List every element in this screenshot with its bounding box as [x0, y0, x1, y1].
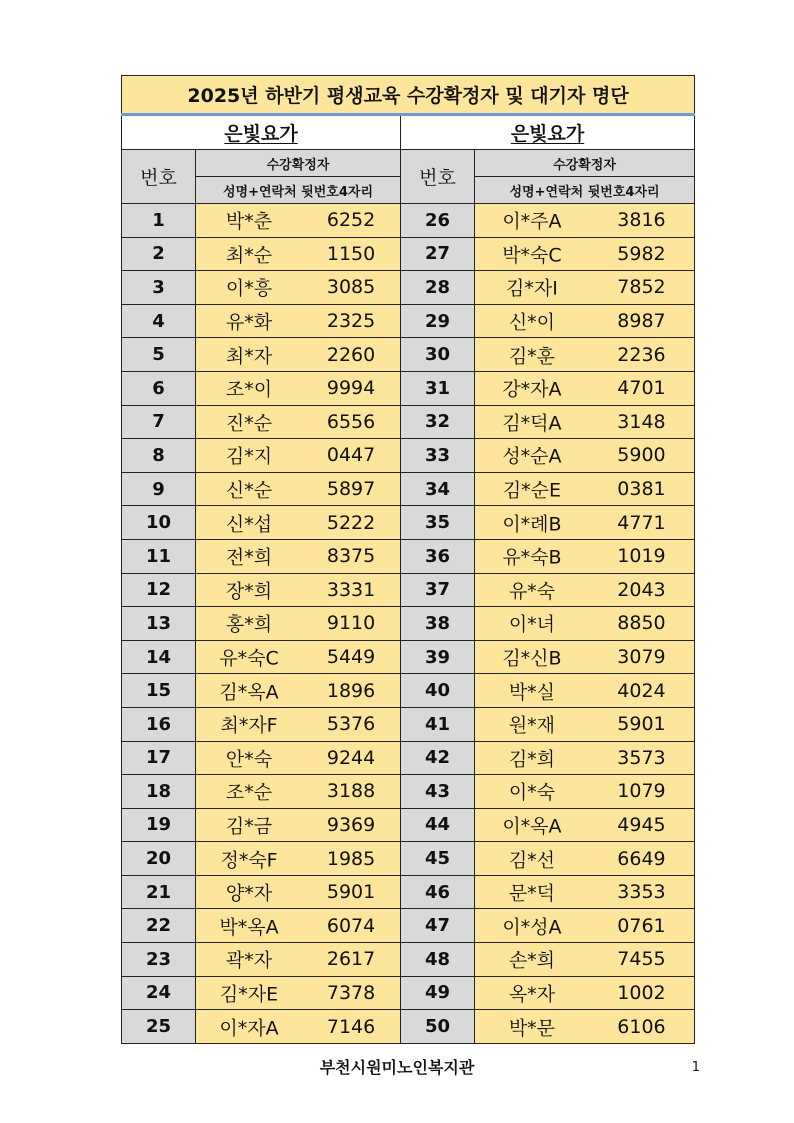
- phone-last-digits: 6106: [617, 1015, 666, 1038]
- participant-cell: [475, 909, 695, 943]
- participant-cell: [196, 439, 401, 473]
- phone-last-digits: 2325: [326, 310, 376, 333]
- participant-name: 홍*희: [225, 613, 273, 636]
- subheader-left: 성명+연락처 뒷번호4자리: [196, 177, 401, 204]
- participant-name: 유*화: [225, 311, 273, 334]
- phone-last-digits: 6074: [326, 914, 376, 937]
- participant-name: 박*숙C: [502, 244, 562, 267]
- row-number: 2: [122, 237, 196, 271]
- program-name-right: 은빛요가: [510, 123, 585, 145]
- row-number: 10: [122, 506, 196, 540]
- organization-footer: 부천시원미노인복지관: [319, 1058, 475, 1077]
- participant-name: 손*희: [508, 949, 556, 972]
- roster-table: [121, 75, 695, 1044]
- phone-last-digits: 1896: [326, 679, 376, 702]
- participant-cell: [196, 943, 401, 977]
- document-title: 2025년 하반기 평생교육 수강확정자 및 대기자 명단: [122, 76, 695, 115]
- phone-last-digits: 7378: [326, 981, 376, 1004]
- participant-name: 김*희: [508, 748, 556, 771]
- phone-last-digits: 7455: [617, 948, 666, 971]
- phone-last-digits: 0761: [617, 914, 666, 937]
- participant-cell: [475, 371, 695, 405]
- participant-cell: [196, 607, 401, 641]
- row-number: 35: [401, 506, 475, 540]
- phone-last-digits: 2260: [326, 343, 376, 366]
- table-row: [122, 1010, 695, 1044]
- participant-name: 김*자I: [506, 277, 558, 300]
- table-row: [122, 976, 695, 1010]
- row-number: 45: [401, 842, 475, 876]
- table-row: [122, 573, 695, 607]
- participant-name: 김*옥A: [219, 681, 279, 704]
- row-number: 40: [401, 674, 475, 708]
- number-header-left: 번호: [122, 150, 196, 204]
- participant-name: 김*덕A: [502, 412, 562, 435]
- program-title-left: [122, 115, 401, 150]
- participant-name: 김*자E: [219, 983, 279, 1006]
- row-number: 48: [401, 943, 475, 977]
- participant-name: 박*문: [508, 1017, 556, 1040]
- table-row: [122, 842, 695, 876]
- participant-cell: [196, 976, 401, 1010]
- row-number: 42: [401, 741, 475, 775]
- row-number: 23: [122, 943, 196, 977]
- table-row: [122, 439, 695, 473]
- phone-last-digits: 3353: [617, 881, 666, 904]
- participant-name: 유*숙B: [502, 546, 562, 569]
- participant-name: 곽*자: [225, 949, 273, 972]
- program-title-right: [401, 115, 695, 150]
- participant-cell: [475, 808, 695, 842]
- phone-last-digits: 5901: [326, 881, 376, 904]
- participant-name: 원*재: [508, 714, 556, 737]
- row-number: 50: [401, 1010, 475, 1044]
- page-number: 1: [691, 1060, 700, 1075]
- table-row: [122, 674, 695, 708]
- participant-cell: [475, 539, 695, 573]
- table-row: [122, 506, 695, 540]
- participant-name: 이*례B: [502, 513, 562, 536]
- participant-cell: [475, 707, 695, 741]
- phone-last-digits: 0381: [617, 478, 666, 501]
- participant-name: 김*훈: [508, 345, 556, 368]
- phone-last-digits: 5982: [617, 242, 666, 265]
- table-row: [122, 640, 695, 674]
- phone-last-digits: 6649: [617, 847, 666, 870]
- table-row: [122, 943, 695, 977]
- participant-cell: [475, 640, 695, 674]
- phone-last-digits: 4701: [617, 377, 666, 400]
- participant-cell: [475, 472, 695, 506]
- participant-cell: [475, 271, 695, 305]
- row-number: 25: [122, 1010, 196, 1044]
- phone-last-digits: 6556: [326, 410, 376, 433]
- phone-last-digits: 0447: [326, 444, 376, 467]
- phone-last-digits: 9110: [326, 612, 376, 635]
- participant-cell: [475, 1010, 695, 1044]
- table-row: [122, 909, 695, 943]
- row-number: 4: [122, 304, 196, 338]
- participant-cell: [196, 707, 401, 741]
- participant-cell: [196, 506, 401, 540]
- participant-cell: [196, 371, 401, 405]
- participant-name: 김*금: [225, 815, 273, 838]
- phone-last-digits: 4024: [617, 679, 666, 702]
- participant-name: 이*성A: [502, 916, 562, 939]
- row-number: 12: [122, 573, 196, 607]
- row-number: 11: [122, 539, 196, 573]
- row-number: 19: [122, 808, 196, 842]
- participant-cell: [196, 405, 401, 439]
- table-row: [122, 707, 695, 741]
- row-number: 17: [122, 741, 196, 775]
- participant-cell: [196, 271, 401, 305]
- row-number: 9: [122, 472, 196, 506]
- phone-last-digits: 7146: [326, 1015, 376, 1038]
- row-number: 5: [122, 338, 196, 372]
- participant-cell: [475, 842, 695, 876]
- participant-name: 이*숙: [508, 781, 556, 804]
- subheader-right: 성명+연락처 뒷번호4자리: [475, 177, 695, 204]
- participant-name: 김*선: [508, 849, 556, 872]
- row-number: 8: [122, 439, 196, 473]
- participant-cell: [196, 573, 401, 607]
- participant-name: 유*숙: [508, 580, 556, 603]
- confirmed-header-right: 수강확정자: [475, 150, 695, 177]
- participant-name: 박*춘: [225, 210, 273, 233]
- participant-cell: [475, 338, 695, 372]
- participant-cell: [196, 775, 401, 809]
- participant-cell: [475, 976, 695, 1010]
- phone-last-digits: 1079: [617, 780, 666, 803]
- phone-last-digits: 5376: [326, 713, 376, 736]
- table-row: [122, 405, 695, 439]
- phone-last-digits: 8375: [326, 545, 376, 568]
- row-number: 18: [122, 775, 196, 809]
- row-number: 1: [122, 204, 196, 238]
- participant-name: 김*신B: [502, 647, 562, 670]
- participant-cell: [196, 875, 401, 909]
- phone-last-digits: 3816: [617, 209, 666, 232]
- participant-cell: [196, 304, 401, 338]
- phone-last-digits: 1150: [326, 242, 376, 265]
- row-number: 30: [401, 338, 475, 372]
- row-number: 15: [122, 674, 196, 708]
- phone-last-digits: 3188: [326, 780, 376, 803]
- table-row: [122, 808, 695, 842]
- row-number: 46: [401, 875, 475, 909]
- participant-cell: [475, 506, 695, 540]
- participant-cell: [475, 573, 695, 607]
- row-number: 43: [401, 775, 475, 809]
- participant-name: 조*이: [225, 378, 273, 401]
- program-name-left: 은빛요가: [224, 123, 298, 145]
- table-row: [122, 204, 695, 238]
- participant-name: 안*숙: [225, 748, 273, 771]
- participant-name: 신*순: [225, 479, 273, 502]
- phone-last-digits: 5901: [617, 713, 666, 736]
- row-number: 47: [401, 909, 475, 943]
- row-number: 28: [401, 271, 475, 305]
- participant-cell: [196, 237, 401, 271]
- row-number: 3: [122, 271, 196, 305]
- number-header-right: 번호: [401, 150, 475, 204]
- row-number: 49: [401, 976, 475, 1010]
- participant-name: 성*순A: [502, 445, 562, 468]
- participant-name: 조*순: [225, 781, 273, 804]
- participant-cell: [196, 842, 401, 876]
- table-row: [122, 875, 695, 909]
- confirmed-header-left: 수강확정자: [196, 150, 401, 177]
- participant-cell: [196, 338, 401, 372]
- phone-last-digits: 3148: [617, 410, 666, 433]
- phone-last-digits: 6252: [326, 209, 376, 232]
- participant-name: 유*숙C: [219, 647, 279, 670]
- participant-name: 박*옥A: [219, 916, 279, 939]
- participant-cell: [196, 472, 401, 506]
- phone-last-digits: 1985: [326, 847, 376, 870]
- row-number: 38: [401, 607, 475, 641]
- participant-name: 이*흥: [225, 277, 273, 300]
- phone-last-digits: 5449: [326, 646, 376, 669]
- participant-name: 강*자A: [502, 378, 562, 401]
- phone-last-digits: 8987: [617, 310, 666, 333]
- row-number: 41: [401, 707, 475, 741]
- phone-last-digits: 7852: [617, 276, 666, 299]
- participant-name: 이*자A: [219, 1017, 279, 1040]
- participant-name: 신*섭: [225, 513, 273, 536]
- row-number: 16: [122, 707, 196, 741]
- phone-last-digits: 1019: [617, 545, 666, 568]
- participant-name: 이*주A: [502, 210, 562, 233]
- participant-name: 최*자F: [220, 714, 278, 737]
- row-number: 37: [401, 573, 475, 607]
- row-number: 39: [401, 640, 475, 674]
- table-row: [122, 371, 695, 405]
- participant-cell: [475, 875, 695, 909]
- participant-cell: [475, 741, 695, 775]
- participant-name: 진*순: [225, 412, 273, 435]
- row-number: 36: [401, 539, 475, 573]
- row-number: 20: [122, 842, 196, 876]
- table-row: [122, 775, 695, 809]
- phone-last-digits: 3331: [326, 578, 376, 601]
- participant-name: 전*희: [225, 546, 273, 569]
- participant-name: 정*숙F: [220, 849, 278, 872]
- participant-cell: [196, 674, 401, 708]
- row-number: 33: [401, 439, 475, 473]
- participant-cell: [196, 741, 401, 775]
- table-row: [122, 304, 695, 338]
- phone-last-digits: 5222: [326, 511, 376, 534]
- participant-cell: [475, 775, 695, 809]
- participant-cell: [196, 204, 401, 238]
- row-number: 14: [122, 640, 196, 674]
- row-number: 34: [401, 472, 475, 506]
- row-number: 32: [401, 405, 475, 439]
- participant-name: 문*덕: [508, 882, 556, 905]
- phone-last-digits: 1002: [617, 981, 666, 1004]
- phone-last-digits: 3079: [617, 646, 666, 669]
- phone-last-digits: 5900: [617, 444, 666, 467]
- participant-name: 양*자: [225, 882, 273, 905]
- participant-name: 박*실: [508, 681, 556, 704]
- row-number: 27: [401, 237, 475, 271]
- table-row: [122, 338, 695, 372]
- participant-cell: [475, 204, 695, 238]
- row-number: 7: [122, 405, 196, 439]
- participant-cell: [196, 808, 401, 842]
- row-number: 13: [122, 607, 196, 641]
- row-number: 24: [122, 976, 196, 1010]
- phone-last-digits: 4771: [617, 511, 666, 534]
- participant-cell: [475, 405, 695, 439]
- phone-last-digits: 3573: [617, 746, 666, 769]
- participant-cell: [475, 304, 695, 338]
- participant-name: 김*순E: [502, 479, 562, 502]
- participant-cell: [196, 909, 401, 943]
- participant-name: 장*희: [225, 580, 273, 603]
- table-row: [122, 271, 695, 305]
- row-number: 31: [401, 371, 475, 405]
- phone-last-digits: 9994: [326, 377, 376, 400]
- table-row: [122, 741, 695, 775]
- table-row: [122, 607, 695, 641]
- phone-last-digits: 2043: [617, 578, 666, 601]
- phone-last-digits: 8850: [617, 612, 666, 635]
- row-number: 44: [401, 808, 475, 842]
- participant-cell: [196, 640, 401, 674]
- participant-name: 옥*자: [508, 983, 556, 1006]
- phone-last-digits: 4945: [617, 813, 666, 836]
- participant-cell: [475, 943, 695, 977]
- phone-last-digits: 2617: [326, 948, 376, 971]
- table-row: [122, 539, 695, 573]
- participant-cell: [475, 607, 695, 641]
- table-row: [122, 237, 695, 271]
- phone-last-digits: 9244: [326, 746, 376, 769]
- participant-name: 이*녀: [508, 613, 556, 636]
- participant-name: 최*순: [225, 244, 273, 267]
- participant-cell: [475, 674, 695, 708]
- table-row: [122, 472, 695, 506]
- participant-name: 이*옥A: [502, 815, 562, 838]
- participant-name: 신*이: [508, 311, 556, 334]
- participant-cell: [475, 237, 695, 271]
- phone-last-digits: 3085: [326, 276, 376, 299]
- participant-cell: [196, 1010, 401, 1044]
- row-number: 21: [122, 875, 196, 909]
- participant-name: 김*지: [225, 445, 273, 468]
- phone-last-digits: 2236: [617, 343, 666, 366]
- participant-name: 최*자: [225, 345, 273, 368]
- row-number: 26: [401, 204, 475, 238]
- participant-cell: [475, 439, 695, 473]
- row-number: 22: [122, 909, 196, 943]
- row-number: 29: [401, 304, 475, 338]
- phone-last-digits: 9369: [326, 813, 376, 836]
- participant-cell: [196, 539, 401, 573]
- phone-last-digits: 5897: [326, 478, 376, 501]
- row-number: 6: [122, 371, 196, 405]
